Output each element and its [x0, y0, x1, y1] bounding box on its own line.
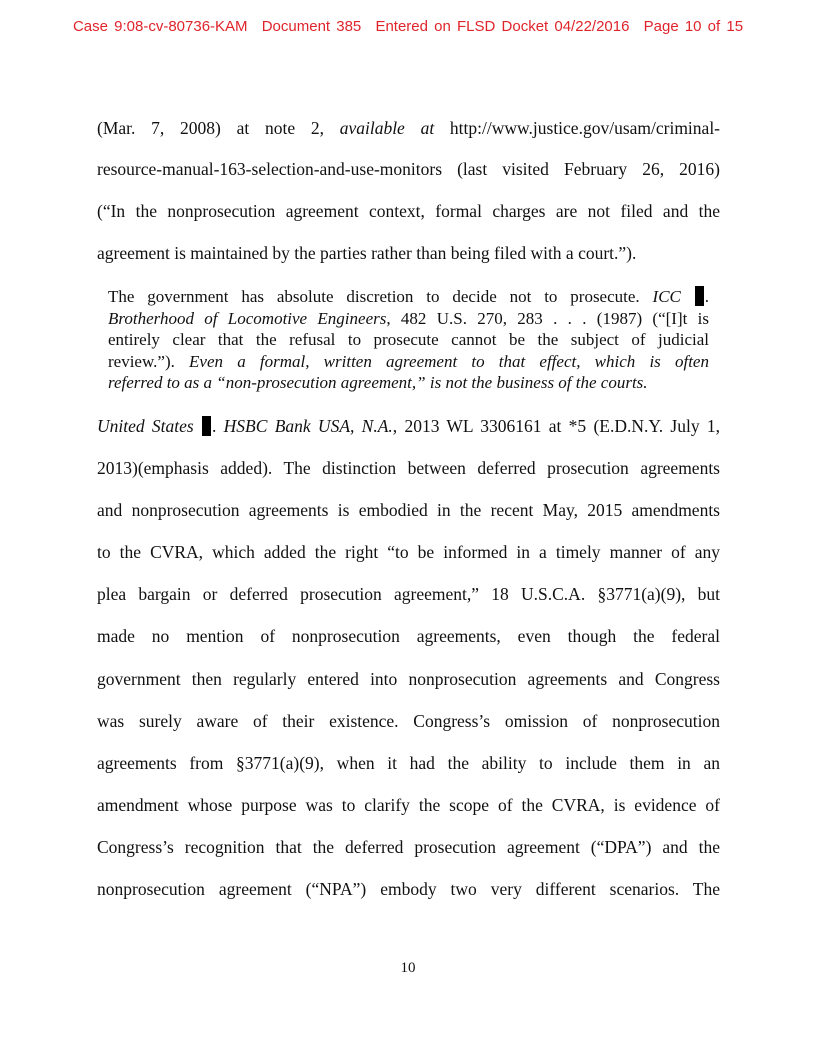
body-line: (“In the nonprosecution agreement context, formal charges are not filed and the: [97, 201, 720, 221]
redaction-box: [695, 286, 704, 306]
body-line: United States . HSBC Bank USA, N.A., 2013 WL 3306161 at *5 (E.D.N.Y. July 1,: [97, 416, 720, 436]
body-line: made no mention of nonprosecution agreements, even though the federal: [97, 626, 720, 647]
entered-date: Entered on FLSD Docket 04/22/2016: [375, 18, 630, 35]
page-indicator: Page 10 of 15: [643, 18, 744, 35]
body-line: nonprosecution agreement (“NPA”) embody two very different scenarios. The: [97, 879, 720, 899]
body-line: and nonprosecution agreements is embodied in the recent May, 2015 amendments: [97, 500, 720, 521]
body-line: to the CVRA, which added the right “to be informed in a timely manner of any: [97, 542, 720, 563]
quote-line: The government has absolute discretion to decide not to prosecute. ICC .: [108, 287, 709, 306]
case-number: Case 9:08-cv-80736-KAM: [72, 18, 248, 35]
body-line: resource-manual-163-selection-and-use-monitors (last visited February 26, 2016): [97, 159, 720, 179]
quote-line: entirely clear that the refusal to prosecute cannot be the subject of judicial: [108, 330, 709, 349]
document-number: Document 385: [261, 18, 362, 35]
body-line: (Mar. 7, 2008) at note 2, available at http://www.justice.gov/usam/criminal-: [97, 118, 721, 138]
body-line: agreements from §3771(a)(9), when it had the ability to include them in an: [97, 752, 720, 773]
body-line: 2013)(emphasis added). The distinction between deferred prosecution agreements: [97, 458, 720, 478]
quote-line: Brotherhood of Locomotive Engineers, 482 U.S. 270, 283 . . . (1987) (“[I]t is: [108, 308, 709, 328]
body-line: amendment whose purpose was to clarify the scope of the CVRA, is evidence of: [97, 794, 720, 815]
body-line: was surely aware of their existence. Congress’s omission of nonprosecution: [97, 710, 720, 731]
body-line: agreement is maintained by the parties rather than being filed with a court.”).: [97, 243, 637, 263]
quote-line: review.”). Even a formal, written agreement to that effect, which is often: [108, 351, 709, 371]
body-line: Congress’s recognition that the deferred prosecution agreement (“DPA”) and the: [97, 836, 720, 857]
docket-header: [0, 18, 816, 35]
redaction-box: [202, 416, 211, 436]
body-line: government then regularly entered into nonprosecution agreements and Congress: [97, 668, 720, 689]
body-line: plea bargain or deferred prosecution agreement,” 18 U.S.C.A. §3771(a)(9), but: [97, 584, 720, 605]
quote-line: referred to as a “non-prosecution agreement,” is not the business of the courts.: [108, 373, 648, 392]
page-number: 10: [400, 960, 416, 976]
